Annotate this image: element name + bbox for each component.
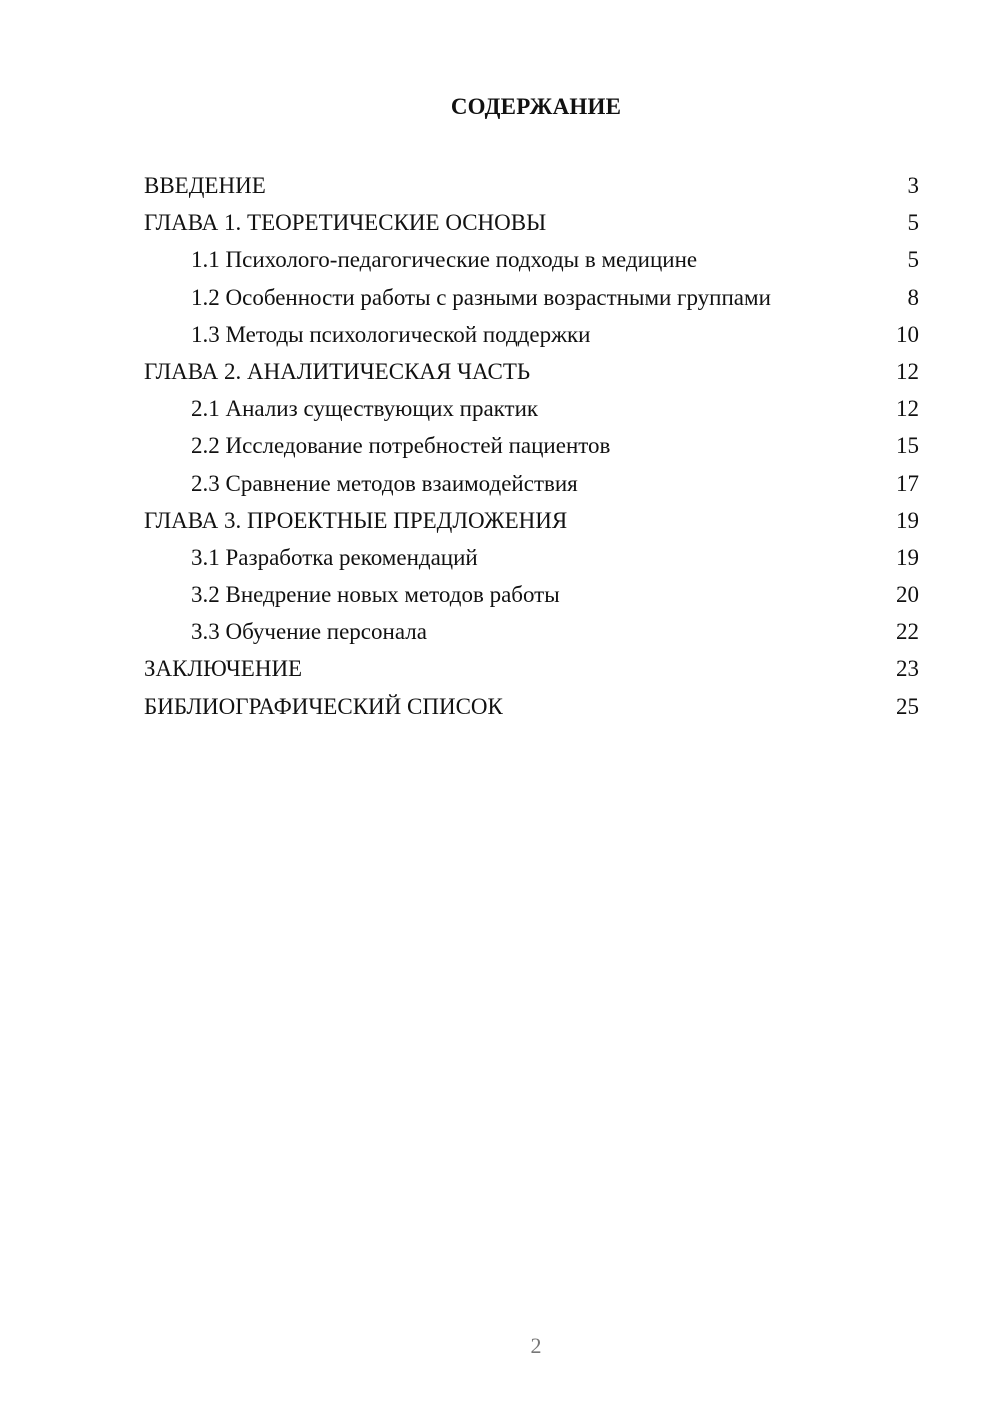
- toc-entry-section-2-1[interactable]: [144, 390, 919, 427]
- toc-entry-label: 2.1 Анализ существующих практик: [191, 396, 539, 422]
- toc-entry-label: 3.3 Обучение персонала: [191, 619, 427, 645]
- toc-entry-label: 2.2 Исследование потребностей пациентов: [191, 433, 611, 459]
- toc-entry-label: БИБЛИОГРАФИЧЕСКИЙ СПИСОК: [144, 693, 503, 719]
- page-number: 2: [530, 1333, 542, 1358]
- toc-entry-page: 19: [896, 544, 919, 570]
- toc-entry-page: 5: [907, 247, 919, 273]
- toc-entry-chapter-1[interactable]: [144, 204, 919, 241]
- toc-entry-label: 1.3 Методы психологической поддержки: [191, 321, 591, 347]
- toc-entry-page: 3: [907, 173, 919, 198]
- toc-entry-page: 19: [896, 507, 919, 533]
- toc-entry-label: 2.3 Сравнение методов взаимодействия: [191, 470, 578, 496]
- toc-title: СОДЕРЖАНИЕ: [450, 94, 622, 119]
- toc-entry-label: ВВЕДЕНИЕ: [144, 173, 266, 198]
- toc-entry-page: 12: [896, 358, 919, 384]
- toc-entry-page: 25: [896, 693, 919, 719]
- toc-entry-label: ЗАКЛЮЧЕНИЕ: [144, 656, 303, 682]
- toc-entry-label: 3.2 Внедрение новых методов работы: [191, 582, 560, 608]
- table-of-contents: [144, 167, 919, 725]
- toc-entry-section-2-2[interactable]: [144, 427, 919, 464]
- toc-entry-section-1-2[interactable]: [144, 279, 919, 316]
- toc-entry-page: 12: [896, 396, 919, 422]
- toc-entry-conclusion[interactable]: [144, 650, 919, 687]
- toc-entry-page: 20: [896, 582, 919, 608]
- toc-entry-section-1-3[interactable]: [144, 316, 919, 353]
- toc-entry-page: 22: [896, 619, 919, 645]
- toc-entry-section-3-3[interactable]: [144, 613, 919, 650]
- toc-entry-chapter-3[interactable]: [144, 502, 919, 539]
- toc-entry-label: ГЛАВА 2. АНАЛИТИЧЕСКАЯ ЧАСТЬ: [144, 358, 531, 384]
- toc-entry-label: 1.2 Особенности работы с разными возрастными группами: [191, 284, 771, 310]
- toc-entry-section-1-1[interactable]: [144, 241, 919, 278]
- toc-entry-label: 3.1 Разработка рекомендаций: [191, 544, 478, 570]
- toc-entry-label: ГЛАВА 3. ПРОЕКТНЫЕ ПРЕДЛОЖЕНИЯ: [144, 507, 568, 533]
- toc-entry-page: 5: [907, 210, 919, 236]
- toc-entry-label: ГЛАВА 1. ТЕОРЕТИЧЕСКИЕ ОСНОВЫ: [144, 210, 547, 236]
- toc-entry-page: 8: [907, 284, 919, 310]
- toc-entry-bibliography[interactable]: [144, 688, 919, 725]
- toc-entry-label: 1.1 Психолого-педагогические подходы в медицине: [191, 247, 698, 273]
- toc-entry-section-3-1[interactable]: [144, 539, 919, 576]
- toc-entry-page: 23: [896, 656, 919, 682]
- toc-entry-introduction[interactable]: [144, 167, 919, 204]
- toc-entry-section-2-3[interactable]: [144, 465, 919, 502]
- toc-entry-page: 17: [896, 470, 919, 496]
- toc-entry-section-3-2[interactable]: [144, 576, 919, 613]
- toc-entry-page: 15: [896, 433, 919, 459]
- toc-entry-page: 10: [896, 321, 919, 347]
- toc-entry-chapter-2[interactable]: [144, 353, 919, 390]
